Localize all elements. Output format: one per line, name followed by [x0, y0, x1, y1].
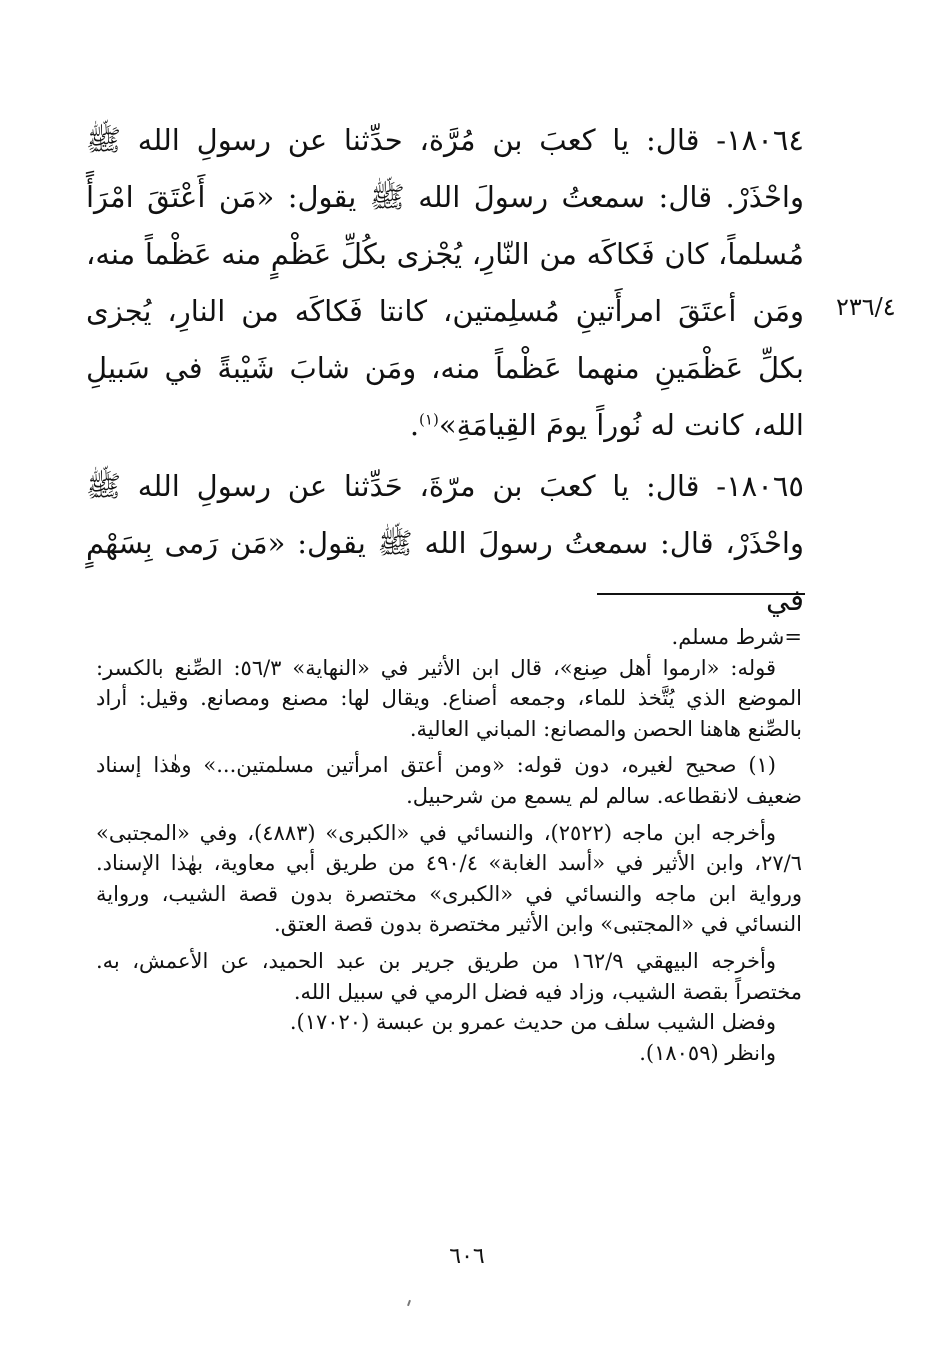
page-number: ٦٠٦: [449, 1244, 485, 1269]
footnote-paragraph: وانظر (١٨٠٥٩).: [639, 1040, 776, 1065]
hadith-text: - قال: يا كعبَ بن مُرَّة، حدِّثنا عن رسولِ الله ﷺ واحْذَرْ. قال: سمعتُ رسولَ الله ﷺ يقول: «مَن أَعْتَقَ امْرَأً مُسلماً، كان فَكاكَه من النّارِ، يُجْزى بكُلِّ عَظْمٍ منه عَظْماً منه، ومَن أعتَقَ امرأَتينِ مُسلِمتين، كانتا فَكاكَه من النارِ، يُجزى بكلِّ عَظْمَينِ منهما عَظْماً منه، ومَن شابَ شَيْبةً في سَبيلِ الله، كانت له نُوراً يومَ القِيامَةِ»: [86, 123, 804, 442]
hadith-18064: [86, 112, 804, 454]
footnote-paragraph: وفضل الشيب سلف من حديث عمرو بن عبسة (١٧٠٢٠).: [289, 1010, 776, 1035]
footnote-reference[interactable]: (١): [419, 410, 439, 429]
footnote-paragraph: وأخرجه البيهقي ١٦٢/٩ من طريق جرير بن عبد الحميد، عن الأعمش، به. مختصراً بقصة الشيب، وزاد فيه فضل الرمي في سبيل الله.: [96, 948, 802, 1004]
hadith-end: .: [409, 408, 420, 442]
footnotes: [96, 622, 802, 1068]
stray-mark: [407, 1300, 411, 1306]
main-text: [86, 112, 804, 629]
footnote-paragraph: وأخرجه ابن ماجه (٢٥٢٢)، والنسائي في «الكبرى» (٤٨٨٣)، وفي «المجتبى» ٢٧/٦، وابن الأثير في «أسد الغابة» ٤٩٠/٤ من طريق أبي معاوية، بهٰذا الإسناد. ورواية ابن ماجه والنسائي في «الكبرى» مختصرة بدون قصة الشيب، ورواية النسائي في «المجتبى» وابن الأثير مختصرة بدون قصة العتق.: [96, 820, 802, 937]
footnote-paragraph: قوله: «ارموا أهل صِنع»، قال ابن الأثير في «النهاية» ٥٦/٣: الصِّنع بالكسر: الموضع الذي يُتَّخذ للماء، وجمعه أصناع. ويقال لها: مصنع ومصانع. وقيل: أراد بالصِّنع هاهنا الحصن والمصانع: المباني العالية.: [96, 655, 802, 741]
footnote-separator: [597, 593, 805, 595]
footnote-1: (١) صحيح لغيره، دون قوله: «ومن أعتق امرأتين مسلمتين...» وهٰذا إسناد ضعيف لانقطاعه. سالم لم يسمع من شرحبيل.: [96, 753, 802, 808]
hadith-number: ١٨٠٦٤: [726, 123, 804, 157]
footnote-continuation: =شرط مسلم.: [671, 625, 802, 649]
margin-volume-page-note: ٢٣٦/٤: [836, 293, 896, 321]
hadith-text: - قال: يا كعبَ بن مرّةَ، حَدِّثنا عن رسولِ الله ﷺ واحْذَرْ، قال: سمعتُ رسولَ الله ﷺ يقول: «مَن رَمى بِسَهْمٍ في: [86, 469, 804, 617]
hadith-number: ١٨٠٦٥: [726, 469, 804, 503]
hadith-18065: [86, 458, 804, 629]
